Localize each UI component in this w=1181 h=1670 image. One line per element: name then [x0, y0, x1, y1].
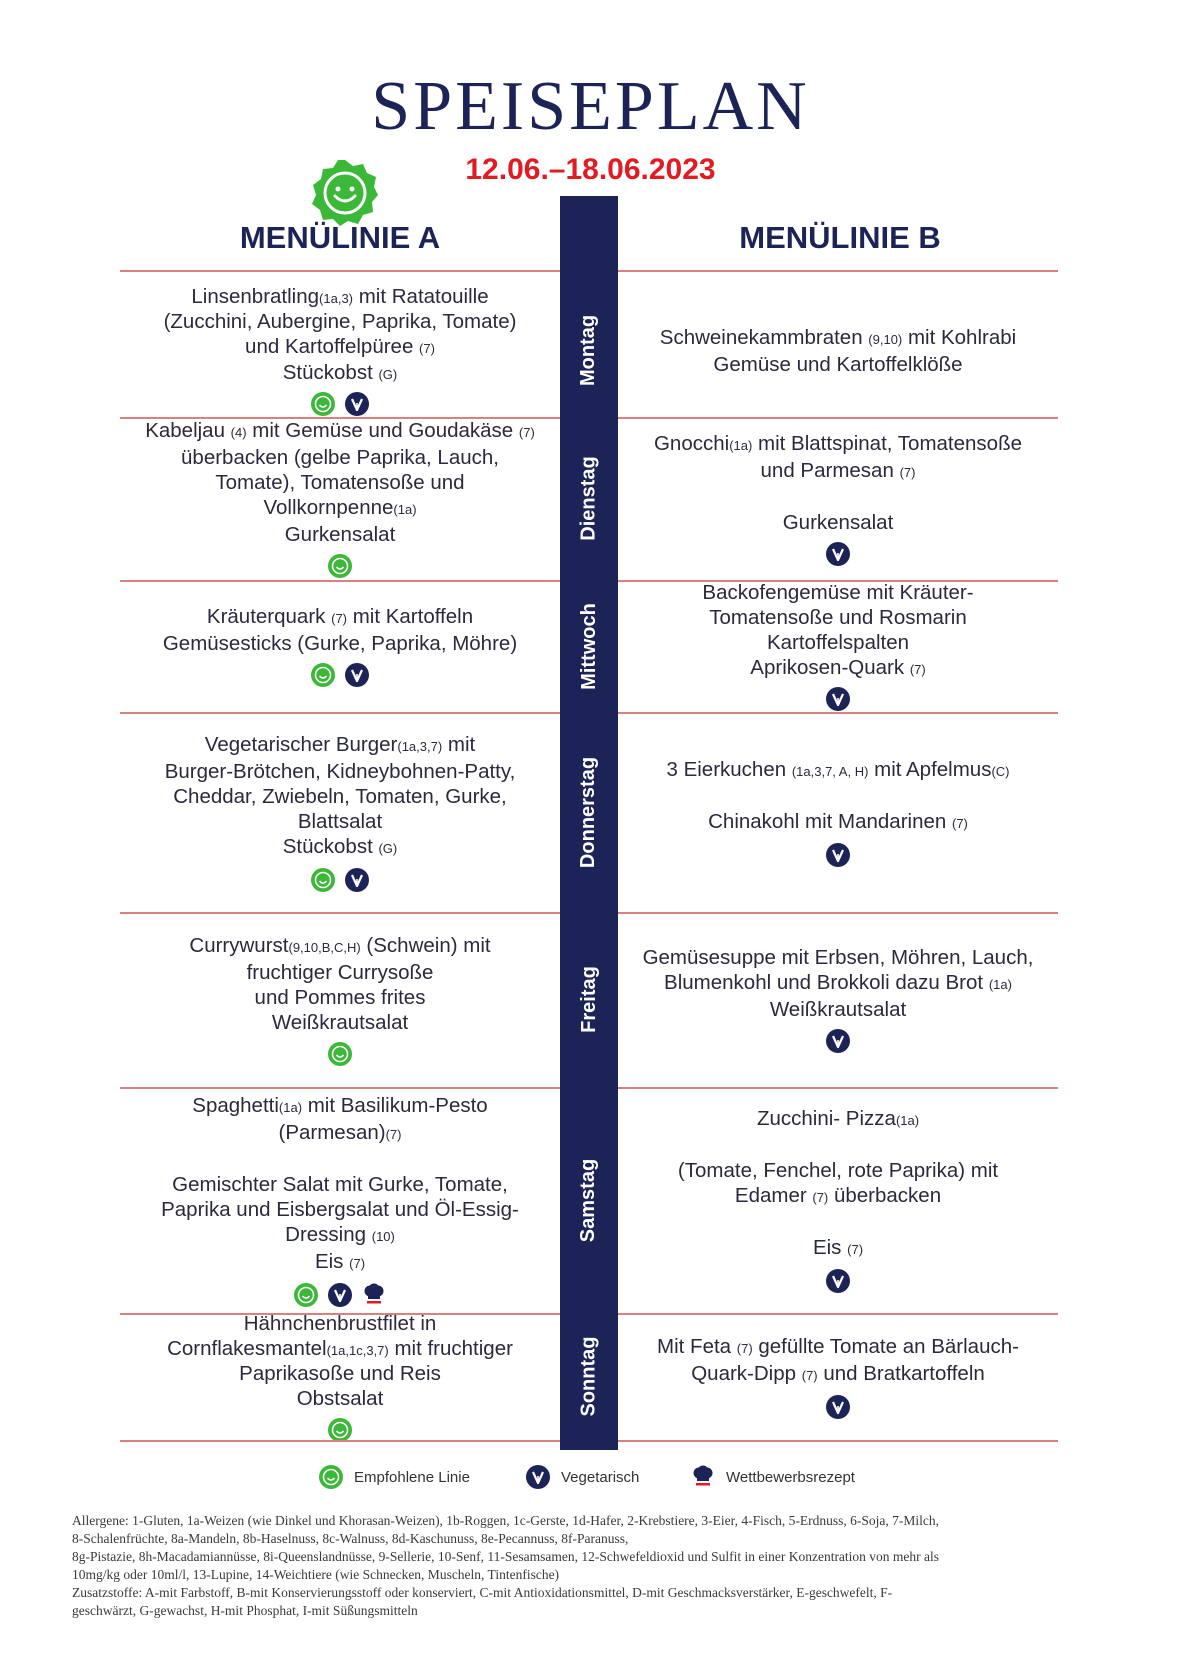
vegetarian-icon [825, 1268, 851, 1294]
menu-cell-b-montag [618, 284, 1058, 417]
menu-text-line [660, 325, 1016, 352]
dish-icons [327, 1041, 353, 1067]
legend [0, 1464, 1181, 1494]
row-divider [618, 1440, 1058, 1442]
allergen-code: (1a) [393, 502, 417, 517]
menu-text-line [285, 1222, 395, 1249]
menu-text-line [239, 1361, 441, 1386]
allergen-code: (G) [378, 840, 398, 856]
dish-text: Stückobst [282, 360, 379, 384]
row-divider [120, 1440, 560, 1442]
vegetarian-icon [825, 541, 851, 567]
dish-icons [825, 686, 851, 712]
dish-text: Blumenkohl und Brokkoli dazu Brot [664, 971, 989, 994]
menu-cell-b-samstag [618, 1087, 1058, 1313]
menu-text-line [750, 655, 925, 680]
dish-text: Schweinekammbraten [659, 325, 869, 349]
vegetarian-icon [825, 1394, 851, 1420]
menu-cell-a-montag [120, 284, 560, 417]
recommended-icon [310, 867, 336, 893]
legend-vegetarian [525, 1464, 639, 1490]
vegetarian-icon [344, 662, 370, 688]
dish-text: Kartoffelspalten [766, 631, 910, 654]
allergen-code: (7) [385, 1126, 402, 1142]
menu-text-line [283, 834, 398, 861]
allergen-line: Zusatzstoffe: A-mit Farbstoff, B-mit Konservierungsstoff oder konserviert, C-mit Antioxidationsmittel, D-mit Geschmacksverstärker, E-geschwefelt, F- [72, 1585, 893, 1600]
dish-text: Tomatensoße und Rosmarin [709, 606, 967, 629]
dish-text: und Kartoffelpüree [245, 335, 420, 359]
dish-text: Vollkornpenne [263, 496, 394, 519]
recommended-icon [310, 391, 336, 417]
menu-text-line [272, 1010, 408, 1035]
menu-text-line [191, 284, 488, 309]
vegetarian-icon [825, 842, 851, 868]
recommended-icon [293, 1282, 319, 1308]
allergen-code: (1a) [988, 977, 1012, 992]
recommended-icon [310, 662, 336, 688]
allergen-line: geschwärzt, G-gewachst, H-mit Phosphat, I-mit Süßungsmitteln [72, 1603, 418, 1618]
dish-text: Eis [812, 1236, 848, 1259]
menu-cell-b-dienstag [618, 417, 1058, 580]
allergen-code: (G) [378, 366, 398, 382]
weekday-text: Donnerstag [577, 756, 600, 868]
weekday-label-mittwoch [560, 580, 618, 712]
allergen-code: (10) [371, 1228, 395, 1244]
competition-recipe-icon [361, 1282, 387, 1308]
allergen-code: (1a,1c,3,7) [326, 1342, 389, 1358]
menu-text-line [678, 1158, 998, 1183]
menu-text-line [181, 445, 499, 470]
dish-icons [310, 662, 370, 688]
dish-icons [825, 1268, 851, 1294]
allergen-code: (1a,3) [319, 291, 354, 306]
menu-text-line [297, 1386, 384, 1411]
menu-text-line [757, 1106, 919, 1133]
vegetarian-icon [344, 867, 370, 893]
dish-text: Kräuterquark [206, 605, 332, 628]
menu-cell-a-mittwoch [120, 580, 560, 712]
weekday-text: Samstag [577, 1158, 600, 1242]
dish-text: Gemischter Salat mit Gurke, Tomate, [172, 1172, 508, 1196]
menu-text-line [708, 809, 968, 836]
dish-text: und Parmesan [760, 458, 900, 482]
dish-text: mit Apfelmus [868, 757, 992, 781]
date-range: 12.06.–18.06.2023 [465, 153, 716, 186]
dish-text: und Pommes frites [254, 985, 426, 1009]
dish-icons [310, 867, 370, 893]
row-divider [618, 270, 1058, 272]
dish-text: Aprikosen-Quark [750, 656, 910, 679]
weekday-text: Mittwoch [577, 602, 600, 690]
dish-text: und Bratkartoffeln [817, 1361, 985, 1385]
dish-text: Gemüsesticks (Gurke, Paprika, Möhre) [162, 632, 518, 655]
dish-text: Burger-Brötchen, Kidneybohnen-Patty, [164, 759, 516, 783]
recommended-icon [318, 1464, 344, 1490]
allergen-notes [72, 1512, 1112, 1620]
menu-text-line [813, 1235, 863, 1262]
dish-text: Weißkrautsalat [769, 998, 907, 1021]
allergen-code: (7) [349, 1255, 366, 1271]
weekday-text: Sonntag [577, 1336, 600, 1417]
dish-text: Gemüse und Kartoffelklöße [713, 352, 963, 376]
menu-text-line [664, 970, 1012, 997]
competition-recipe-icon [690, 1464, 716, 1490]
menu-text-line [247, 960, 434, 985]
dish-text: mit Kohlrabi [902, 325, 1017, 349]
allergen-code: (7) [847, 1242, 864, 1257]
menu-text-line [207, 604, 473, 631]
allergen-code: (7) [951, 815, 968, 831]
menu-cell-a-donnerstag [120, 712, 560, 912]
allergen-code: (7) [899, 464, 916, 480]
allergen-code: (7) [801, 1367, 818, 1383]
dish-text: Eis [314, 1249, 350, 1273]
allergen-code: (7) [736, 1340, 753, 1356]
dish-text: mit [442, 732, 476, 756]
allergen-code: (9,10,B,C,H) [288, 939, 361, 955]
recommended-icon [327, 553, 353, 579]
page-title: SPEISEPLAN [371, 68, 810, 145]
menu-text-line [691, 1361, 985, 1388]
menu-text-line [167, 1336, 513, 1361]
menu-text-line [285, 522, 396, 547]
menu-line-b-heading: MENÜLINIE B [739, 220, 941, 255]
dish-text: Gurkensalat [284, 523, 396, 546]
dish-text: (Tomate, Fenchel, rote Paprika) mit [677, 1159, 999, 1182]
dish-icons [825, 541, 851, 567]
dish-icons [293, 1282, 387, 1308]
menu-text-line [767, 630, 909, 655]
legend-recommended-label: Empfohlene Linie [354, 1468, 470, 1486]
dish-text: überbacken (gelbe Paprika, Lauch, [181, 446, 499, 469]
menu-text-line [161, 1197, 519, 1222]
menu-cell-a-dienstag [120, 417, 560, 580]
menu-text-line [315, 1249, 365, 1276]
weekday-label-dienstag [560, 417, 618, 580]
menu-text-line [283, 360, 398, 385]
menu-text-line [173, 784, 507, 809]
dish-text: gefüllte Tomate an Bärlauch- [752, 1334, 1019, 1358]
allergen-code: (9,10) [868, 331, 903, 347]
dish-icons [825, 1028, 851, 1054]
recommended-icon [327, 1041, 353, 1067]
allergen-code: (1a,3,7) [397, 738, 443, 754]
allergen-code: (7) [419, 341, 435, 357]
allergen-code: (7) [331, 611, 347, 626]
dish-text: Chinakohl mit Mandarinen [708, 809, 952, 833]
dish-icons [327, 1417, 353, 1443]
dish-text: Dressing [285, 1222, 372, 1246]
dish-text: Kabeljau [145, 419, 231, 442]
dish-text: Paprika und Eisbergsalat und Öl-Essig- [161, 1197, 519, 1221]
menu-text-line [164, 309, 517, 334]
dish-text: Edamer [734, 1184, 813, 1207]
menu-text-line [189, 933, 490, 960]
dish-text: Cornflakesmantel [167, 1336, 327, 1360]
dish-text: mit fruchtiger [388, 1336, 513, 1360]
menu-text-line [205, 732, 475, 759]
dish-text: (Zucchini, Aubergine, Paprika, Tomate) [163, 310, 517, 334]
menu-text-line [761, 458, 916, 485]
weekday-label-samstag [560, 1087, 618, 1313]
menu-cell-b-mittwoch [618, 580, 1058, 712]
legend-competition [690, 1464, 855, 1490]
vegetarian-icon [825, 1028, 851, 1054]
dish-text: Gnocchi [653, 431, 730, 455]
menu-text-line [145, 418, 535, 445]
menu-text-line [165, 759, 516, 784]
recommended-badge-icon [310, 158, 380, 228]
menu-text-line [255, 985, 426, 1010]
allergen-code: (7) [909, 662, 926, 677]
dish-icons [310, 391, 370, 417]
allergen-code: (1a) [895, 1113, 920, 1128]
menu-text-line [735, 1183, 941, 1210]
dish-text: Currywurst [189, 933, 289, 957]
dish-text: Weißkrautsalat [271, 1010, 409, 1034]
weekday-text: Freitag [577, 966, 600, 1033]
menu-cell-a-samstag [120, 1087, 560, 1313]
allergen-code: (1a) [729, 437, 753, 453]
vegetarian-icon [344, 391, 370, 417]
dish-text: Backofengemüse mit Kräuter- [702, 581, 974, 604]
menu-text-line [709, 605, 967, 630]
menu-text-line [770, 997, 906, 1022]
dish-text: (Parmesan) [278, 1120, 386, 1144]
menu-cell-a-freitag [120, 912, 560, 1087]
dish-text: 3 Eierkuchen [666, 757, 792, 781]
menu-text-line [657, 1334, 1019, 1361]
weekday-text: Dienstag [577, 456, 600, 541]
menu-text-line [263, 495, 416, 522]
dish-text: mit Gemüse und Goudakäse [246, 419, 519, 442]
dish-text: überbacken [828, 1184, 942, 1207]
dish-text: fruchtiger Currysoße [246, 960, 434, 984]
menu-cell-b-donnerstag [618, 712, 1058, 912]
dish-text: mit Kartoffeln [347, 605, 474, 628]
weekday-text: Montag [577, 314, 600, 387]
dish-text: Mit Feta [657, 1334, 737, 1358]
recommended-icon [327, 1417, 353, 1443]
allergen-code: (4) [230, 425, 247, 440]
dish-text: Obstsalat [296, 1386, 384, 1410]
allergen-line: Allergene: 1-Gluten, 1a-Weizen (wie Dinkel und Khorasan-Weizen), 1b-Roggen, 1c-Gerste, 1d-Hafer, 2-Krebstiere, 3-Eier, 4-Fisch, 5-Erdnuss, 6-Soja, 7-Milch, [72, 1513, 939, 1528]
menu-text-line [245, 334, 435, 359]
legend-vegetarian-label: Vegetarisch [561, 1468, 640, 1486]
dish-text: Quark-Dipp [691, 1361, 802, 1385]
dish-text: Tomate), Tomatensoße und [215, 471, 465, 494]
menu-text-line [298, 809, 382, 834]
dish-text: Vegetarischer Burger [204, 732, 398, 756]
legend-recommended [318, 1464, 470, 1490]
menu-cell-b-sonntag [618, 1313, 1058, 1440]
menu-line-a-heading: MENÜLINIE A [239, 220, 441, 255]
menu-text-line [783, 510, 894, 535]
allergen-code: (C) [991, 763, 1010, 779]
allergen-line: 10mg/kg oder 10ml/l, 13-Lupine, 14-Weichtiere (wie Schnecken, Muscheln, Tintenfische) [72, 1567, 560, 1582]
allergen-code: (1a) [278, 1099, 303, 1115]
vegetarian-icon [327, 1282, 353, 1308]
menu-cell-a-sonntag [120, 1313, 560, 1440]
weekday-label-sonntag [560, 1313, 618, 1440]
menu-text-line [215, 470, 464, 495]
allergen-code: (1a,3,7, A, H) [791, 763, 869, 779]
menu-text-line [244, 1311, 437, 1336]
allergen-line: 8g-Pistazie, 8h-Macadamiannüsse, 8i-Queenslandnüsse, 9-Sellerie, 10-Senf, 11-Sesamsamen, 12-Schwefeldioxid und Sulfit in einer Konzentration von mehr als [72, 1549, 940, 1564]
menu-text-line [713, 352, 962, 377]
dish-text: mit Blattspinat, Tomatensoße [752, 431, 1022, 455]
weekday-label-donnerstag [560, 712, 618, 912]
dish-icons [825, 842, 851, 868]
dish-text: Spaghetti [192, 1093, 279, 1117]
dish-text: mit Basilikum-Pesto [302, 1093, 488, 1117]
dish-text: Zucchini- Pizza [756, 1107, 896, 1130]
menu-text-line [192, 1093, 487, 1120]
menu-text-line [666, 757, 1009, 784]
vegetarian-icon [525, 1464, 551, 1490]
weekday-label-montag [560, 284, 618, 417]
dish-text: (Schwein) mit [360, 933, 491, 957]
allergen-line: 8-Schalenfrüchte, 8a-Mandeln, 8b-Haselnuss, 8c-Walnuss, 8d-Kaschunuss, 8e-Pecannuss, 8f-Paranuss, [72, 1531, 629, 1546]
dish-text: Stückobst [282, 834, 379, 858]
dish-icons [327, 553, 353, 579]
menu-text-line [279, 1120, 402, 1147]
dish-text: Hähnchenbrustfilet in [243, 1311, 437, 1335]
menu-text-line [702, 580, 973, 605]
dish-text: mit Ratatouille [353, 285, 489, 308]
menu-text-line [654, 431, 1022, 458]
dish-text: Blattsalat [297, 809, 383, 833]
menu-text-line [643, 945, 1034, 970]
dish-icons [825, 1394, 851, 1420]
row-divider [120, 270, 560, 272]
menu-text-line [172, 1172, 508, 1197]
vegetarian-icon [825, 686, 851, 712]
dish-text: Paprikasoße und Reis [239, 1361, 441, 1385]
weekday-label-freitag [560, 912, 618, 1087]
allergen-code: (7) [812, 1190, 829, 1205]
allergen-code: (7) [518, 425, 535, 440]
dish-text: Cheddar, Zwiebeln, Tomaten, Gurke, [173, 784, 507, 808]
menu-cell-b-freitag [618, 912, 1058, 1087]
dish-text: Gemüsesuppe mit Erbsen, Möhren, Lauch, [642, 946, 1034, 969]
dish-text: Gurkensalat [782, 510, 894, 534]
legend-competition-label: Wettbewerbsrezept [726, 1468, 855, 1486]
dish-text: Linsenbratling [191, 285, 320, 308]
menu-text-line [163, 631, 517, 656]
